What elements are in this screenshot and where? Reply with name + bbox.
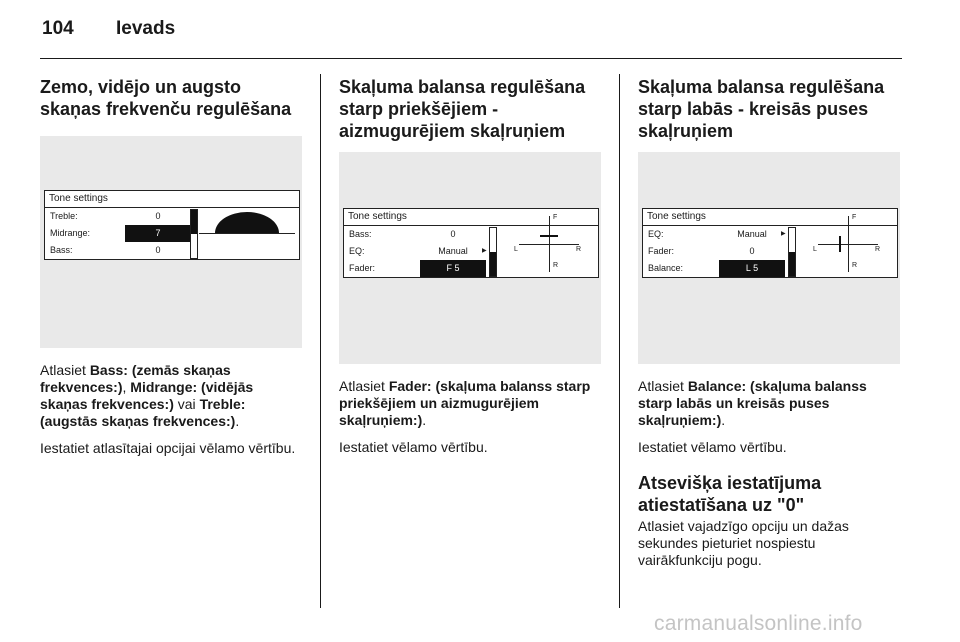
screen-title: Tone settings [344,209,598,226]
instruction-paragraph: Atlasiet Bass: (zemās skaņas frekvences:), Midrange: (vidējās skaņas frekvences:) vai Treble: (augstās skaņas frekvences:). [40,362,254,429]
fader-position-marker [540,235,558,237]
axis-label-left: L [514,246,518,253]
balance-position-marker [839,236,841,252]
tone-settings-figure [638,152,900,364]
screen-row-fader [643,243,897,260]
row-label: EQ: [349,246,365,256]
row-label: EQ: [648,229,664,239]
screen-row-bass [344,226,598,243]
row-value: Manual [438,246,468,256]
instruction-paragraph: Atlasiet vajadzīgo opciju un dažas sekundes pieturiet nospiestu vairākfunkciju pogu. [638,518,849,568]
section-heading: Skaļuma balansa regulēšana starp labās - kreisās puses skaļruņiem [638,77,885,141]
screen-row-bass [45,242,299,259]
instruction-paragraph: Iestatiet atlasītajai opcijai vēlamo vērtību. [40,440,296,456]
row-value: 0 [155,211,161,221]
tone-settings-screen [343,208,599,278]
section-heading: Zemo, vidējo un augsto skaņas frekvenču regulēšana [40,77,292,119]
instruction-paragraph: Iestatiet vēlamo vērtību. [339,439,488,455]
row-value: 0 [155,245,161,255]
row-value: Manual [737,229,767,239]
axis-label-left: L [813,246,817,253]
axis-label-right: R [875,246,881,253]
row-label: Fader: [349,263,376,273]
row-value: 0 [450,229,456,239]
balance-axis-horizontal [519,244,579,245]
tone-settings-figure [40,136,302,348]
submenu-arrow-icon: ▶ [482,248,487,254]
row-value: 0 [749,246,755,256]
axis-label-front: F [553,214,558,221]
axis-label-right: R [576,246,582,253]
scrollbar [190,209,198,259]
row-label: Bass: [50,245,73,255]
screen-row-fader [344,260,598,277]
row-label: Midrange: [50,228,91,238]
scrollbar [788,227,796,277]
page-header [42,18,175,40]
header-rule [40,58,902,59]
subsection-heading: Atsevišķa iestatījuma atiestatīšana uz "0" [638,473,822,515]
screen-row-balance [643,260,897,277]
tone-settings-figure [339,152,601,364]
row-value-selected: 7 [125,225,191,242]
axis-label-rear: R [553,262,559,269]
row-label: Balance: [648,263,684,273]
scrollbar-thumb [490,252,496,276]
section-fader [339,76,601,456]
page-number: 104 [42,18,74,39]
page-title: Ievads [116,18,176,39]
submenu-arrow-icon: ▶ [781,231,786,237]
row-value-selected: L 5 [719,260,785,277]
row-label: Treble: [50,211,78,221]
column-divider [320,74,321,608]
section-heading: Skaļuma balansa regulēšana starp priekšējiem - aizmugurējiem skaļruņiem [339,77,586,141]
instruction-paragraph: Atlasiet Fader: (skaļuma balanss starp priekšējiem un aizmugurējiem skaļruņiem:). [339,378,591,428]
watermark: carmanualsonline.info [654,612,863,635]
instruction-paragraph: Atlasiet Balance: (skaļuma balanss starp labās un kreisās puses skaļruņiem:). [638,378,867,428]
row-label: Bass: [349,229,372,239]
screen-title: Tone settings [643,209,897,226]
screen-title: Tone settings [45,191,299,208]
screen-row-eq [643,226,897,243]
screen-row-eq [344,243,598,260]
balance-axis-horizontal [818,244,878,245]
scrollbar [489,227,497,277]
eq-baseline [199,233,295,234]
scrollbar-thumb [191,210,197,234]
section-tone-treble-mid-bass [40,76,302,457]
axis-label-front: F [852,214,857,221]
scrollbar-thumb [789,252,795,276]
row-value-selected: F 5 [420,260,486,277]
row-label: Fader: [648,246,675,256]
axis-label-rear: R [852,262,858,269]
section-balance [638,76,900,569]
tone-settings-screen [44,190,300,260]
tone-settings-screen [642,208,898,278]
column-divider [619,74,620,608]
instruction-paragraph: Iestatiet vēlamo vērtību. [638,439,787,455]
